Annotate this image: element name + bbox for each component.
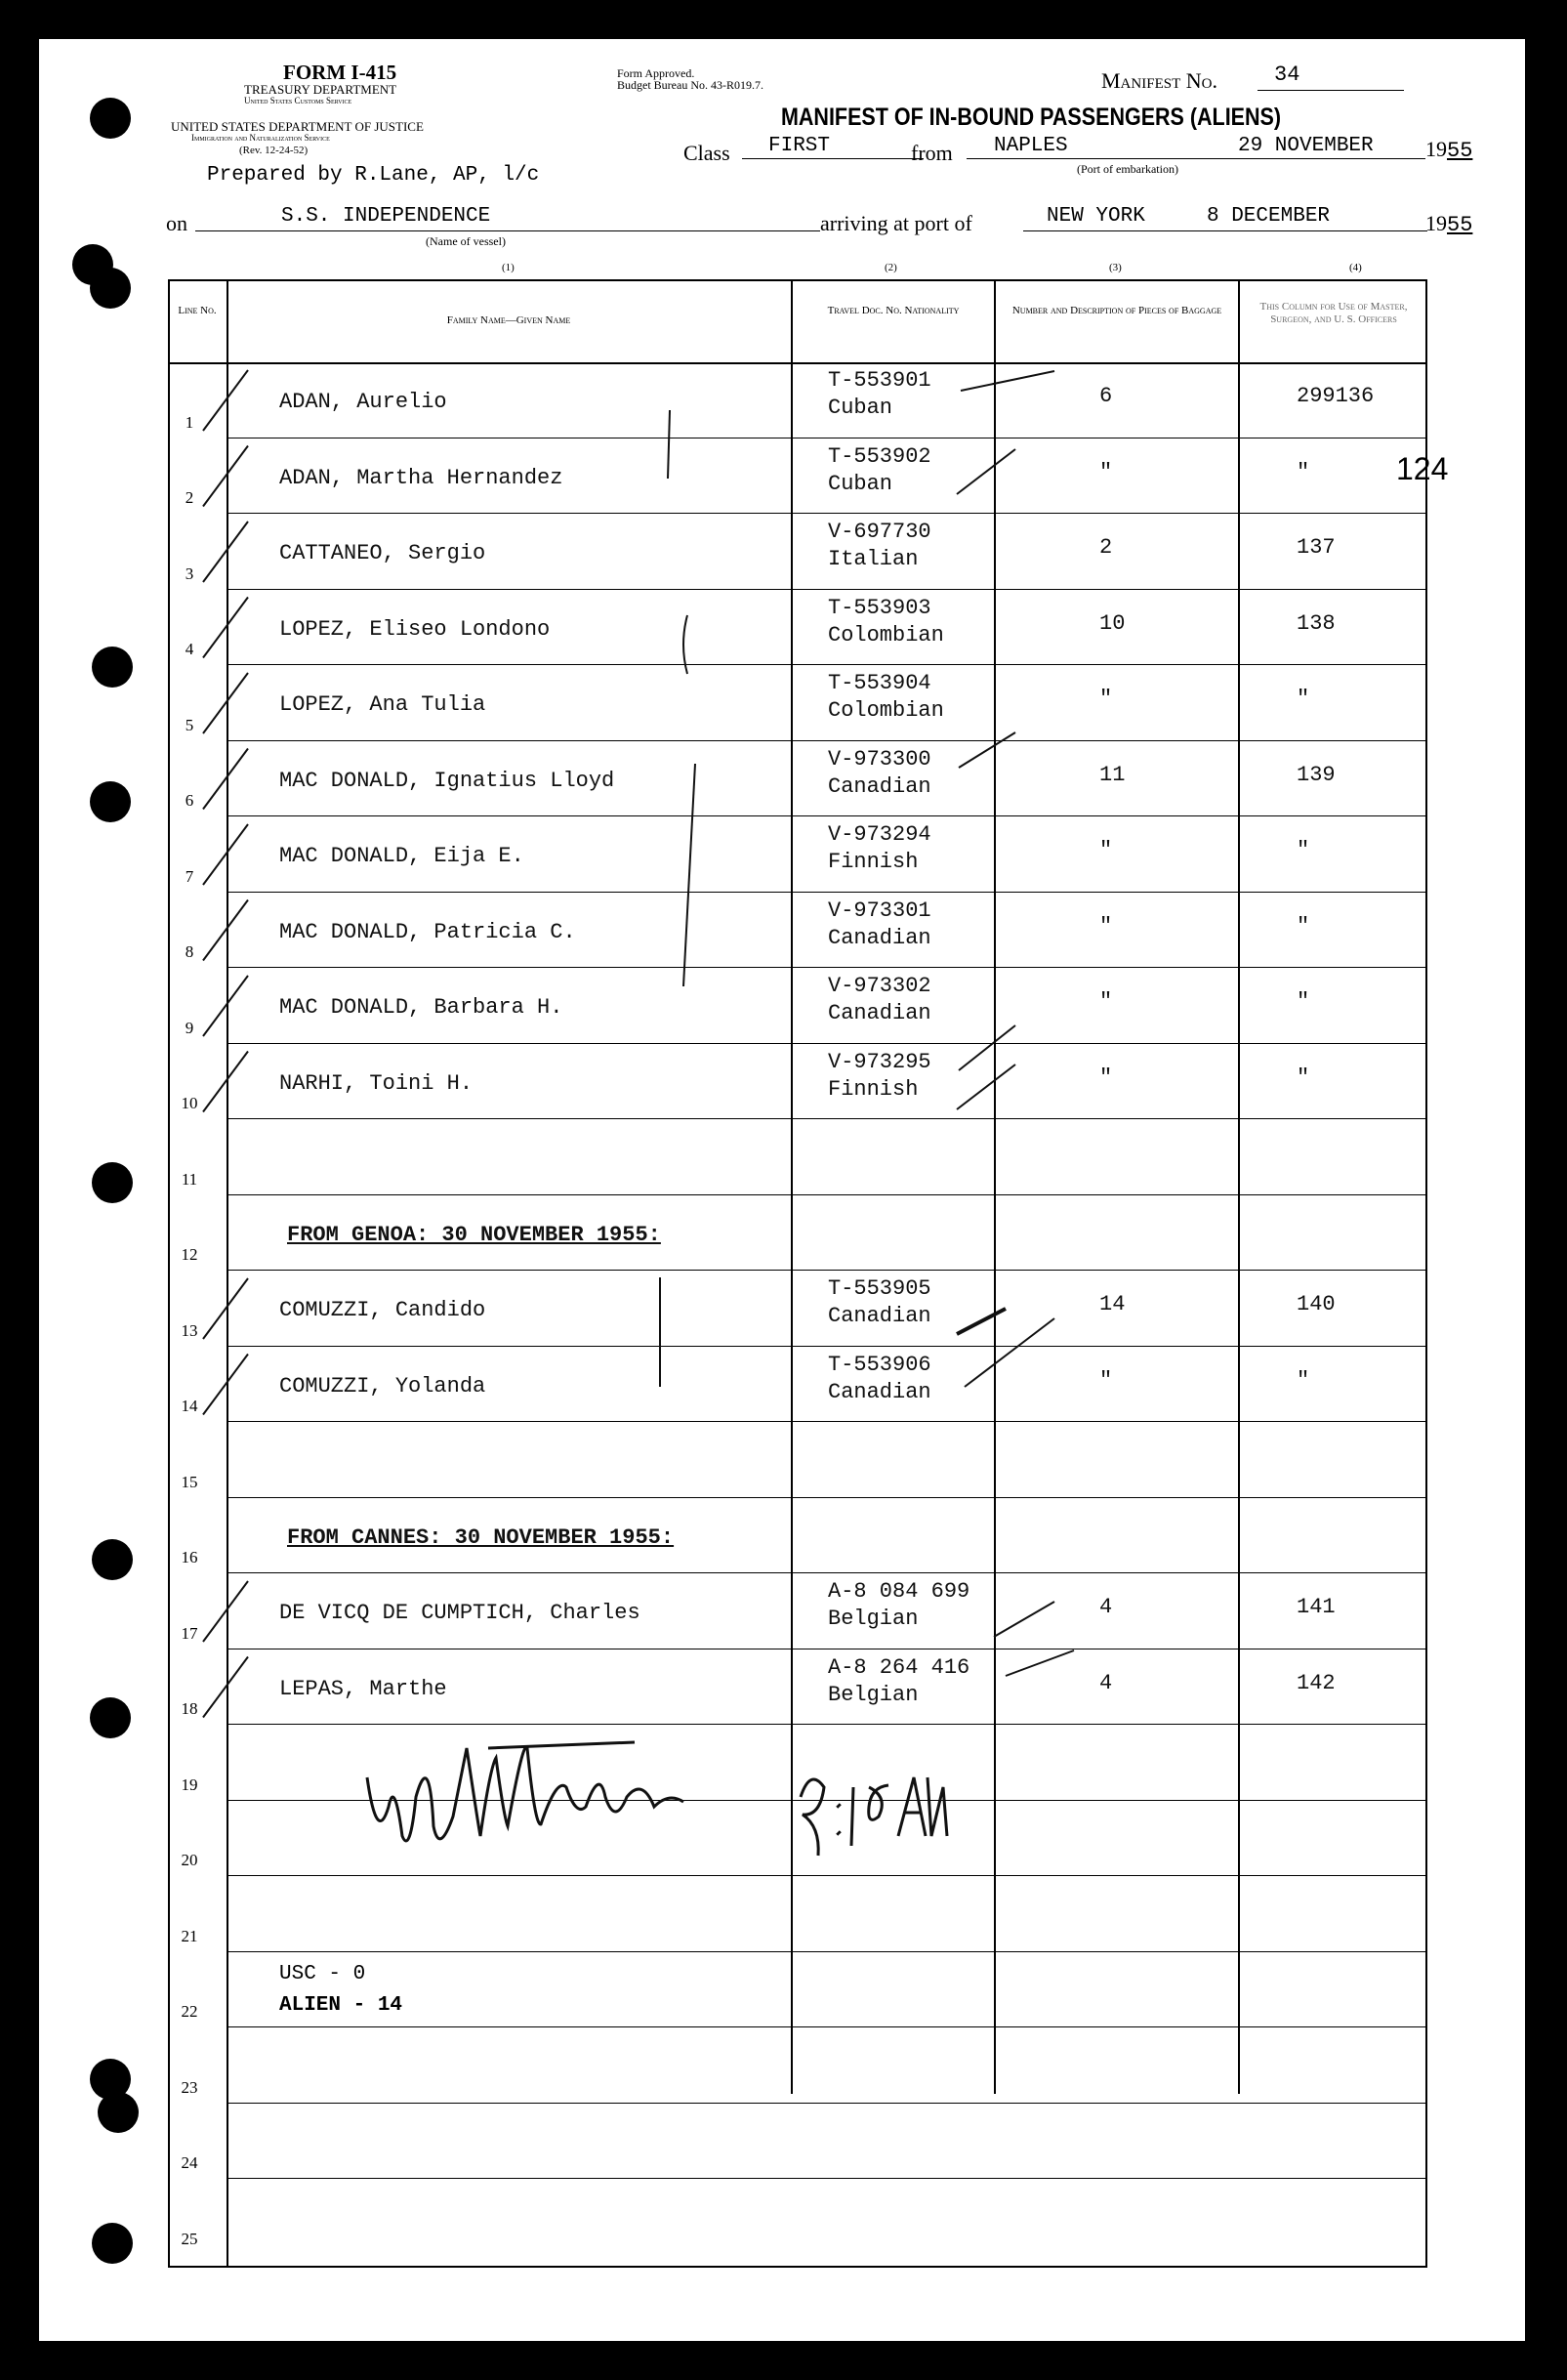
pen-mark — [959, 1025, 1015, 1070]
totals-alien: ALIEN - 14 — [279, 1994, 403, 2017]
baggage-count: 2 — [1099, 535, 1113, 560]
pen-mark — [957, 449, 1015, 494]
header-travel-doc: Travel Doc. No. Nationality — [827, 305, 960, 316]
from-date: 29 NOVEMBER — [1238, 135, 1374, 157]
baggage-count: 4 — [1099, 1670, 1113, 1695]
row-line-number: 23 — [181, 2077, 198, 2097]
passenger-name: COMUZZI, Yolanda — [279, 1373, 486, 1399]
baggage-count: 4 — [1099, 1595, 1113, 1619]
header-family-name: Family Name—Given Name — [446, 314, 571, 326]
baggage-count: " — [1099, 687, 1113, 711]
pen-mark — [203, 976, 248, 1036]
travel-doc-number: V-697730 — [828, 520, 931, 544]
pen-mark — [203, 1052, 248, 1112]
from-label: from — [911, 141, 953, 165]
baggage-count: 11 — [1099, 762, 1126, 787]
officer-number: " — [1297, 913, 1310, 939]
nationality: Canadian — [828, 1304, 931, 1328]
nationality: Canadian — [828, 1001, 931, 1025]
section-heading: FROM GENOA: 30 NOVEMBER 1955: — [287, 1222, 661, 1247]
pen-mark — [1006, 1650, 1074, 1676]
form-number: FORM I-415 — [283, 61, 397, 84]
manifest-label: Manifest No. — [1101, 68, 1217, 93]
passenger-name: COMUZZI, Candido — [279, 1298, 486, 1322]
pen-mark — [203, 1355, 248, 1415]
officer-number: 139 — [1297, 762, 1336, 787]
passenger-name: LEPAS, Marthe — [279, 1676, 447, 1701]
passenger-name: MAC DONALD, Barbara H. — [279, 995, 563, 1020]
col-number-4: (4) — [1349, 262, 1362, 273]
officer-number: " — [1297, 1367, 1310, 1393]
pen-mark — [683, 615, 687, 674]
row-line-number: 10 — [181, 1094, 198, 1112]
travel-doc-number: T-553905 — [828, 1276, 931, 1301]
form-approved: Form Approved. — [617, 66, 695, 80]
nationality: Finnish — [828, 1076, 919, 1102]
officer-number: 138 — [1297, 610, 1336, 636]
travel-doc-number: T-553902 — [828, 443, 931, 469]
check-marks — [39, 39, 1525, 2341]
totals-usc: USC - 0 — [279, 1963, 366, 1985]
pen-mark — [203, 1581, 248, 1642]
pen-mark — [668, 410, 670, 479]
pen-mark — [203, 1278, 248, 1339]
officer-number: " — [1297, 989, 1310, 1014]
row-line-number: 24 — [181, 2153, 198, 2172]
pen-mark — [994, 1602, 1054, 1637]
travel-doc-number: V-973301 — [828, 898, 931, 923]
section-heading: FROM CANNES: 30 NOVEMBER 1955: — [287, 1524, 675, 1550]
revision: (Rev. 12-24-52) — [239, 145, 309, 156]
row-line-number: 2 — [185, 488, 194, 507]
pen-mark — [203, 1657, 248, 1718]
passenger-name: MAC DONALD, Ignatius Lloyd — [279, 768, 615, 793]
nationality: Belgian — [828, 1682, 919, 1707]
row-line-number: 4 — [185, 640, 194, 658]
class-label: Class — [683, 141, 730, 165]
margin-number: 124 — [1396, 451, 1449, 486]
travel-doc-number: V-973300 — [828, 746, 931, 772]
manifest-page — [39, 39, 1525, 2341]
row-line-number: 9 — [185, 1018, 194, 1037]
row-line-number: 5 — [185, 715, 194, 734]
manifest-number: 34 — [1274, 63, 1300, 87]
travel-doc-number: T-553906 — [828, 1352, 931, 1377]
passenger-name: DE VICQ DE CUMPTICH, Charles — [279, 1601, 640, 1625]
row-line-number: 6 — [185, 791, 194, 810]
header-officers-use: This Column for Use of Master, Surgeon, and U. S. Officers — [1259, 301, 1408, 325]
pen-mark — [961, 371, 1054, 391]
officer-number: 299136 — [1297, 384, 1375, 408]
row-line-number: 21 — [181, 1926, 198, 1945]
passenger-name: ADAN, Aurelio — [279, 390, 447, 414]
pen-mark — [957, 1309, 1006, 1334]
from-port: NAPLES — [994, 135, 1068, 157]
pen-mark — [203, 370, 248, 431]
passenger-name: CATTANEO, Sergio — [279, 541, 486, 565]
header-baggage: Number and Description of Pieces of Baggage — [1011, 305, 1222, 316]
manifest-title: MANIFEST OF IN-BOUND PASSENGERS (ALIENS) — [781, 104, 1282, 131]
row-line-number: 16 — [181, 1548, 198, 1566]
pen-mark — [683, 764, 695, 986]
baggage-count: " — [1099, 1065, 1113, 1090]
passenger-name: MAC DONALD, Patricia C. — [279, 919, 576, 944]
passenger-name: LOPEZ, Eliseo Londono — [279, 616, 551, 642]
row-line-number: 13 — [181, 1320, 198, 1340]
officer-number: " — [1297, 687, 1310, 711]
pen-mark — [203, 673, 248, 733]
row-line-number: 1 — [185, 412, 194, 432]
officer-number: 142 — [1297, 1670, 1336, 1695]
passenger-name: MAC DONALD, Eija E. — [279, 844, 524, 868]
baggage-count: " — [1099, 1367, 1113, 1393]
row-line-number: 12 — [181, 1245, 198, 1264]
row-line-number: 11 — [181, 1169, 198, 1189]
row-line-number: 14 — [181, 1397, 198, 1415]
row-line-number: 22 — [181, 2002, 198, 2021]
nationality: Canadian — [828, 925, 931, 950]
col-number-3: (3) — [1109, 262, 1122, 273]
baggage-count: " — [1099, 989, 1113, 1014]
customs-service: United States Customs Service — [244, 96, 352, 105]
pen-mark — [959, 732, 1015, 768]
passenger-name: NARHI, Toini H. — [279, 1070, 474, 1096]
header-line-no: Line No. — [178, 305, 217, 316]
baggage-count: 6 — [1099, 384, 1113, 408]
port-embarkation-caption: (Port of embarkation) — [1077, 162, 1178, 176]
baggage-count: " — [1099, 838, 1113, 862]
nationality: Colombian — [828, 622, 944, 647]
travel-doc-number: T-553904 — [828, 671, 931, 695]
arrival-year-prefix: 19 — [1425, 211, 1447, 235]
travel-doc-number: A-8 084 699 — [828, 1579, 970, 1604]
nationality: Cuban — [828, 396, 893, 420]
pen-mark — [203, 522, 248, 582]
pen-mark — [203, 446, 248, 507]
travel-doc-number: T-553901 — [828, 368, 931, 393]
budget-bureau: Budget Bureau No. 43-R019.7. — [617, 78, 763, 92]
pen-mark — [203, 598, 248, 658]
row-line-number: 7 — [185, 866, 194, 886]
row-line-number: 19 — [181, 1775, 198, 1794]
arriving-label: arriving at port of — [820, 211, 972, 235]
baggage-count: " — [1099, 913, 1113, 939]
passenger-name: LOPEZ, Ana Tulia — [279, 692, 486, 717]
on-label: on — [166, 211, 187, 235]
pen-mark — [965, 1318, 1054, 1387]
row-line-number: 8 — [185, 942, 194, 961]
arrival-date: 8 DECEMBER — [1207, 205, 1331, 228]
row-line-number: 25 — [181, 2229, 198, 2248]
travel-doc-number: V-973294 — [828, 822, 931, 847]
pen-mark — [203, 824, 248, 885]
travel-doc-number: V-973295 — [828, 1049, 931, 1074]
travel-doc-number: V-973302 — [828, 974, 931, 998]
nationality: Colombian — [828, 698, 944, 723]
officer-number: " — [1297, 1065, 1310, 1090]
row-line-number: 20 — [181, 1851, 198, 1869]
nationality: Canadian — [828, 773, 931, 799]
officer-number: 141 — [1297, 1595, 1336, 1619]
officer-number: " — [1297, 838, 1310, 862]
travel-doc-number: A-8 264 416 — [828, 1654, 970, 1680]
nationality: Belgian — [828, 1607, 919, 1631]
baggage-count: 14 — [1099, 1292, 1126, 1316]
row-line-number: 17 — [181, 1623, 198, 1643]
arrival-year-suffix: 55 — [1447, 213, 1473, 237]
row-line-number: 3 — [185, 564, 194, 583]
baggage-count: 10 — [1099, 610, 1126, 636]
class-value: FIRST — [768, 135, 831, 157]
row-line-number: 18 — [181, 1699, 198, 1718]
immigration-service: Immigration and Naturalization Service — [191, 133, 330, 143]
row-line-number: 15 — [181, 1472, 198, 1491]
prepared-by: Prepared by R.Lane, AP, l/c — [207, 164, 540, 187]
from-year-suffix: 55 — [1447, 139, 1473, 163]
pen-mark — [203, 749, 248, 810]
pen-mark — [203, 900, 248, 961]
pen-mark — [957, 1065, 1015, 1109]
arrival-port: NEW YORK — [1047, 205, 1145, 228]
nationality: Finnish — [828, 850, 919, 874]
vessel-caption: (Name of vessel) — [426, 234, 506, 248]
from-year-prefix: 19 — [1425, 137, 1447, 161]
vessel-name: S.S. INDEPENDENCE — [281, 205, 491, 228]
nationality: Cuban — [828, 471, 893, 496]
baggage-count: " — [1099, 459, 1113, 484]
passenger-name: ADAN, Martha Hernandez — [279, 465, 563, 490]
col-number-1: (1) — [502, 262, 515, 273]
officer-number: 140 — [1297, 1292, 1336, 1316]
department-of-justice: UNITED STATES DEPARTMENT OF JUSTICE — [171, 119, 424, 134]
officer-number: " — [1297, 459, 1310, 484]
officer-number: 137 — [1297, 535, 1336, 560]
col-number-2: (2) — [885, 262, 897, 273]
nationality: Canadian — [828, 1379, 931, 1404]
travel-doc-number: T-553903 — [828, 595, 931, 620]
treasury-department: TREASURY DEPARTMENT — [244, 82, 397, 97]
nationality: Italian — [828, 547, 919, 571]
